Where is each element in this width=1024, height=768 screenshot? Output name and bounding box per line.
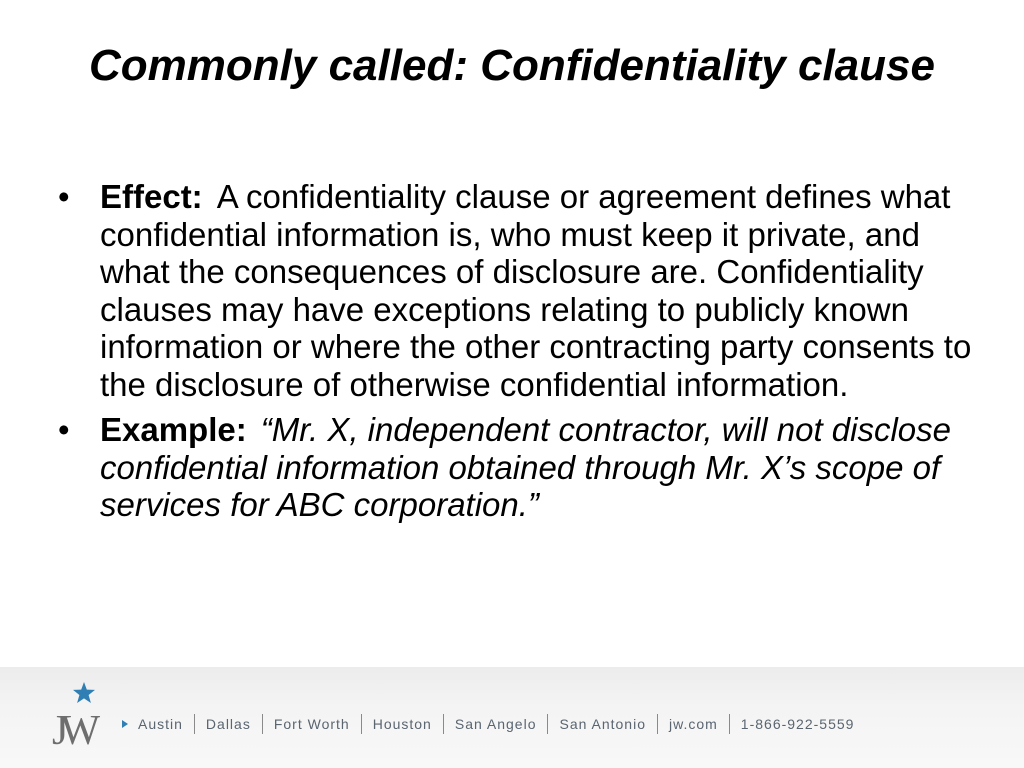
- separator: [443, 714, 444, 734]
- footer-link-san-antonio[interactable]: San Antonio: [559, 716, 646, 732]
- separator: [262, 714, 263, 734]
- bullet-dot-icon: •: [58, 178, 70, 215]
- separator: [547, 714, 548, 734]
- slide-title: Commonly called: Confidentiality clause: [89, 41, 935, 90]
- footer-link-austin[interactable]: Austin: [138, 716, 183, 732]
- jw-logo: [52, 681, 112, 761]
- example-text: “Mr. X, independent contractor, will not disclose confidential information obtained through Mr. X’s scope of services for ABC corporation.”: [100, 411, 952, 523]
- bullet-dot-icon: •: [58, 411, 70, 448]
- arrow-right-icon: [122, 720, 128, 728]
- separator: [657, 714, 658, 734]
- separator: [361, 714, 362, 734]
- example-label: Example:: [100, 411, 247, 448]
- effect-label: Effect:: [100, 178, 203, 215]
- footer-phone[interactable]: 1-866-922-5559: [740, 716, 855, 732]
- logo-text: JW: [52, 708, 92, 754]
- footer-nav: [122, 714, 854, 734]
- footer-bar: [0, 667, 1024, 768]
- footer-link-dallas[interactable]: Dallas: [205, 716, 251, 732]
- separator: [194, 714, 195, 734]
- footer-link-website[interactable]: jw.com: [669, 716, 718, 732]
- bullet-effect: [58, 178, 980, 403]
- star-icon: [72, 681, 96, 705]
- bullet-list: [58, 178, 980, 532]
- footer-link-san-angelo[interactable]: San Angelo: [454, 716, 537, 732]
- separator: [729, 714, 730, 734]
- footer-link-fort-worth[interactable]: Fort Worth: [273, 716, 350, 732]
- footer-link-houston[interactable]: Houston: [372, 716, 432, 732]
- bullet-example: [58, 411, 980, 524]
- effect-text: A confidentiality clause or agreement defines what confidential information is, who must keep it private, and what the consequences of disclosure are. Confidentiality clauses may have exceptions relating to publicly known information or where the other contracting party consents to the disclosure of otherwise confidential information.: [100, 178, 972, 403]
